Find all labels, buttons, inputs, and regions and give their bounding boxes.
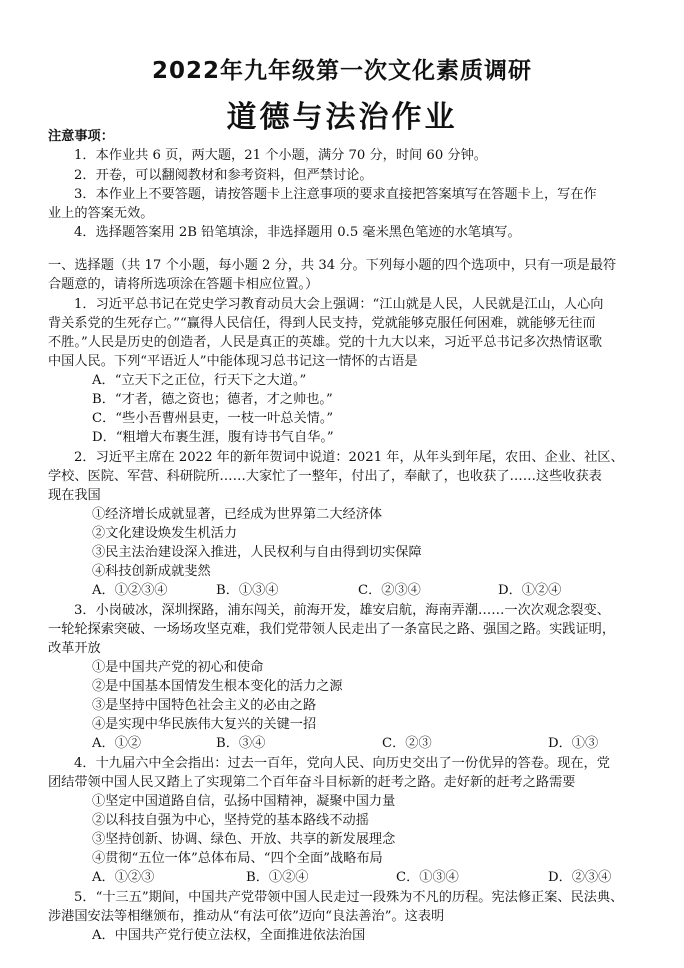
q2-statement-3: ③民主法治建设深入推进，人民权利与自由得到切实保障 — [92, 545, 422, 560]
q2-stem-3: 现在我国 — [48, 488, 101, 503]
q3-statement-3: ③是坚持中国特色社会主义的必由之路 — [92, 698, 317, 713]
q2-statement-2: ②文化建设焕发生机活力 — [92, 526, 238, 541]
q1-stem-3: 不胜。”人民是历史的创造者，人民是真正的英雄。党的十九大以来，习近平总书记多次热情讴歌 — [48, 335, 603, 350]
q3-stem-3: 改革开放 — [48, 641, 101, 656]
q4-statement-2: ②以科技自强为中心，坚持党的基本路线不动摇 — [92, 813, 369, 828]
q4-statement-1: ①坚定中国道路自信，弘扬中国精神，凝聚中国力量 — [92, 794, 396, 809]
q1-option-d: D．“粗增大布裹生涯，腹有诗书气自华。” — [92, 430, 334, 445]
q1-stem-4: 中国人民。下列“平语近人”中能体现习总书记这一情怀的古语是 — [48, 354, 418, 369]
q3-statement-2: ②是中国基本国情发生根本变化的活力之源 — [92, 679, 343, 694]
q4-stem-2: 团结带领中国人民又踏上了实现第二个百年奋斗目标新的赶考之路。走好新的赶考之路需要 — [48, 775, 576, 790]
exam-subject: 道德与法治作业 — [226, 100, 458, 135]
q3-option-d: D．①③ — [548, 736, 599, 751]
q2-stem-2: 学校、医院、军营、科研院所……大家忙了一整年，付出了，奉献了，也收获了……这些收获表 — [48, 469, 602, 484]
q2-stem-1: 2．习近平主席在 2022 年的新年贺词中说道：2021 年，从年头到年尾，农田、企业、社区、 — [74, 450, 624, 465]
q3-option-b: B．③④ — [216, 736, 266, 751]
q1-stem-1: 1．习近平总书记在党史学习教育动员大会上强调：“江山就是人民，人民就是江山，人心向 — [74, 297, 604, 312]
section-heading: 一、选择题（共 17 个小题，每小题 2 分，共 34 分。下列每小题的四个选项中，只有一项是最符 — [48, 258, 617, 273]
q2-statement-4: ④科技创新成就斐然 — [92, 564, 211, 579]
q4-statement-3: ③坚持创新、协调、绿色、开放、共享的新发展理念 — [92, 832, 396, 847]
q4-stem-1: 4．十九届六中全会指出：过去一百年，党向人民、向历史交出了一份优异的答卷。现在，党 — [74, 756, 610, 771]
q3-stem-2: 一轮轮探索突破、一场场攻坚克难，我们党带领人民走出了一条富民之路、强国之路。实践证明， — [48, 622, 616, 637]
section-heading-cont: 合题意的，请将所选项涂在答题卡相应位置。） — [48, 277, 319, 292]
q4-option-a: A．①②③ — [92, 870, 155, 885]
notice-line-3a: 3．本作业上不要答题，请按答题卡上注意事项的要求直接把答案填写在答题卡上，写在作 — [74, 187, 597, 202]
notice-line-3b: 业上的答案无效。 — [48, 206, 154, 221]
q4-option-c: C．①③④ — [396, 870, 459, 885]
q5-stem-2: 涉港国安法等相继颁布，推动从“有法可依”迈向“良法善治”。这表明 — [48, 909, 445, 924]
q5-option-a: A．中国共产党行使立法权，全面推进依法治国 — [92, 928, 366, 943]
q2-option-b: B．①③④ — [216, 583, 279, 598]
q1-option-c: C．“些小吾曹州县吏，一枝一叶总关情。” — [92, 411, 334, 426]
q1-option-a: A．“立天下之正位，行天下之大道。” — [92, 373, 307, 388]
q5-stem-1: 5．“十三五”期间，中国共产党带领中国人民走过一段殊为不凡的历程。宪法修正案、民法典、 — [74, 890, 624, 905]
q4-option-b: B．①②④ — [246, 870, 309, 885]
q3-statement-4: ④是实现中华民族伟大复兴的关键一招 — [92, 717, 317, 732]
q3-option-c: C．②③ — [382, 736, 432, 751]
q2-option-a: A．①②③④ — [92, 583, 168, 598]
q1-stem-2: 背关系党的生死存亡。”“赢得人民信任，得到人民支持，党就能够克服任何困难，就能够无往而 — [48, 316, 596, 331]
exam-title: 2022年九年级第一次文化素质调研 — [151, 58, 532, 84]
q3-stem-1: 3．小岗破冰，深圳探路，浦东闯关，前海开发，雄安启航，海南弄潮……一次次观念裂变、 — [74, 603, 610, 618]
q1-option-b: B．“才者，德之资也；德者，才之帅也。” — [92, 392, 333, 407]
q2-option-c: C．②③④ — [358, 583, 421, 598]
q3-option-a: A．①② — [92, 736, 142, 751]
notice-line-1: 1．本作业共 6 页，两大题，21 个小题，满分 70 分，时间 60 分钟。 — [74, 148, 487, 163]
q2-option-d: D．①②④ — [498, 583, 562, 598]
notice-heading: 注意事项： — [48, 129, 114, 144]
notice-line-4: 4．选择题答案用 2B 铅笔填涂，非选择题用 0.5 毫米黑色笔迹的水笔填写。 — [74, 225, 521, 240]
notice-line-2: 2．开卷，可以翻阅教材和参考资料，但严禁讨论。 — [74, 168, 373, 183]
q4-option-d: D．②③④ — [548, 870, 612, 885]
q3-statement-1: ①是中国共产党的初心和使命 — [92, 660, 264, 675]
q4-statement-4: ④贯彻“五位一体”总体布局、“四个全面”战略布局 — [92, 851, 383, 866]
q2-statement-1: ①经济增长成就显著，已经成为世界第二大经济体 — [92, 507, 383, 522]
